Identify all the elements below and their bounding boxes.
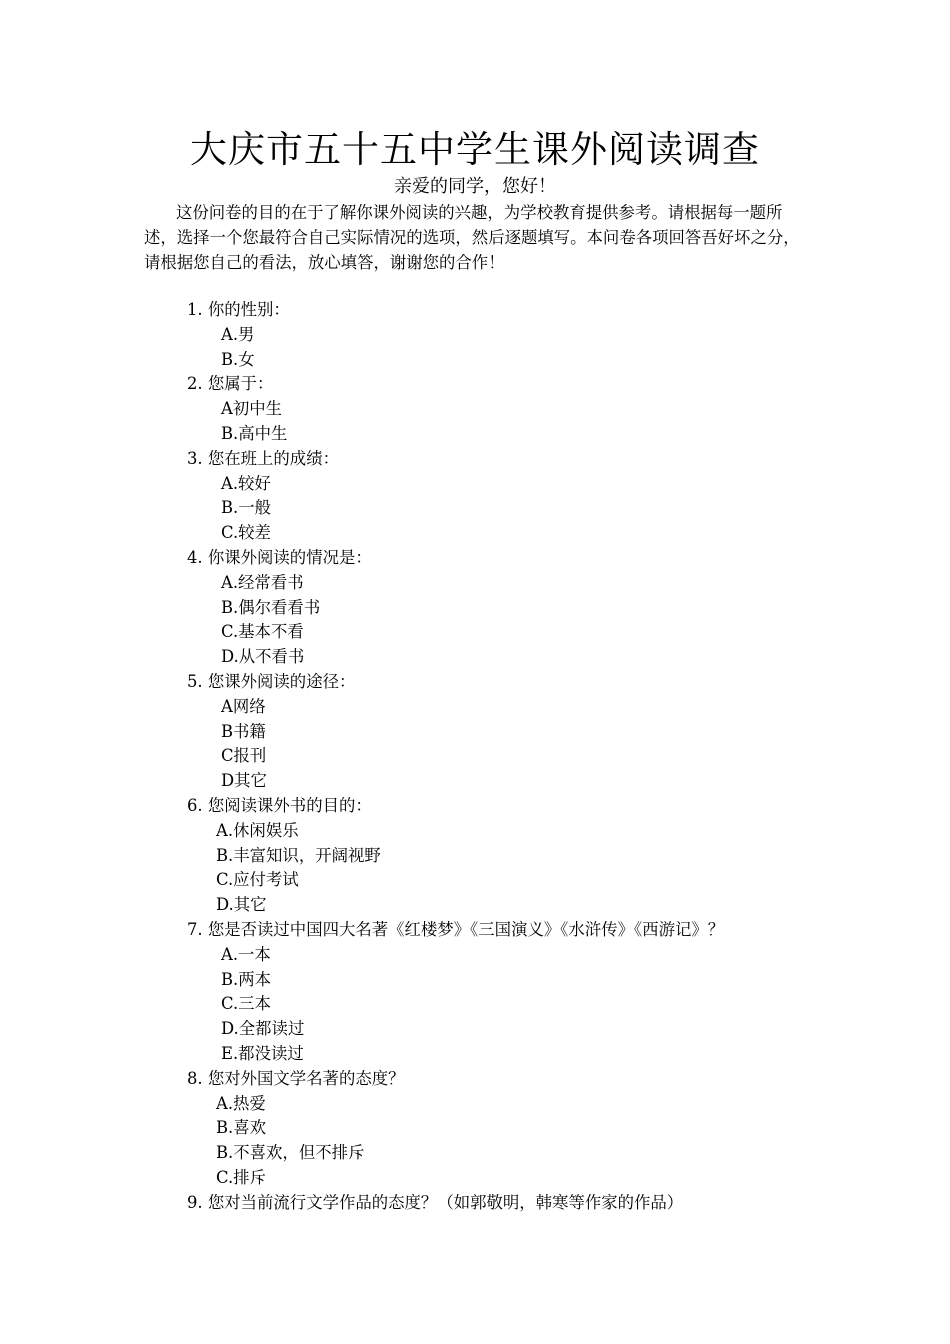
answer-option: B书籍 bbox=[221, 721, 266, 741]
answer-option: C.较差 bbox=[221, 523, 271, 543]
answer-option: B.一般 bbox=[221, 498, 272, 518]
answer-option: B.不喜欢，但不排斥 bbox=[216, 1143, 365, 1163]
question-list bbox=[0, 298, 950, 1215]
answer-option: D.从不看书 bbox=[221, 647, 305, 667]
answer-option: D其它 bbox=[221, 771, 267, 791]
answer-option: B.偶尔看看书 bbox=[221, 597, 321, 617]
question-text: 7. 您是否读过中国四大名著《红楼梦》《三国演义》《水浒传》《西游记》？ bbox=[187, 919, 725, 939]
question-text: 9. 您对当前流行文学作品的态度？（如郭敬明，韩寒等作家的作品） bbox=[187, 1192, 684, 1212]
answer-option: B.高中生 bbox=[221, 423, 288, 443]
answer-option: C.三本 bbox=[221, 994, 271, 1014]
answer-option: E.都没读过 bbox=[221, 1043, 304, 1063]
answer-option: A.一本 bbox=[221, 944, 271, 964]
answer-option: C.基本不看 bbox=[221, 622, 304, 642]
question-text: 1. 你的性别： bbox=[187, 300, 290, 319]
intro-paragraph: 这份问卷的目的在于了解你课外阅读的兴趣，为学校教育提供参考。请根据每一题所述，选择一个您最符合自己实际情况的选项，然后逐题填写。本问卷各项回答吾好坏之分，请根据您自己的看法，放心填答，谢谢您的合作！ bbox=[144, 203, 800, 272]
answer-option: A.热爱 bbox=[216, 1093, 266, 1113]
question-text: 5. 您课外阅读的途径： bbox=[187, 671, 356, 691]
answer-option: D.全都读过 bbox=[221, 1019, 305, 1039]
question-text: 8. 您对外国文学名著的态度？ bbox=[187, 1068, 405, 1088]
answer-option: A.较好 bbox=[221, 473, 271, 493]
question-text: 4. 你课外阅读的情况是： bbox=[187, 547, 372, 567]
question-text: 6. 您阅读课外书的目的： bbox=[187, 795, 372, 815]
answer-option: B.喜欢 bbox=[216, 1118, 267, 1138]
answer-option: D.其它 bbox=[216, 895, 267, 915]
answer-option: A初中生 bbox=[221, 399, 283, 419]
answer-option: B.两本 bbox=[221, 969, 272, 989]
greeting-line: 亲爱的同学，您好！ bbox=[394, 176, 556, 197]
answer-option: A.经常看书 bbox=[221, 572, 304, 592]
question-text: 3. 您在班上的成绩： bbox=[187, 448, 339, 468]
answer-option: B.丰富知识，开阔视野 bbox=[216, 845, 381, 865]
answer-option: A网络 bbox=[221, 696, 266, 716]
answer-option: C.应付考试 bbox=[216, 870, 299, 890]
answer-option: B.女 bbox=[221, 349, 255, 369]
document-title: 大庆市五十五中学生课外阅读调查 bbox=[190, 128, 760, 171]
answer-option: A.休闲娱乐 bbox=[216, 820, 299, 840]
answer-option: A.男 bbox=[221, 324, 255, 344]
question-text: 2. 您属于： bbox=[187, 374, 274, 394]
answer-option: C.排斥 bbox=[216, 1167, 266, 1187]
answer-option: C报刊 bbox=[221, 746, 267, 766]
